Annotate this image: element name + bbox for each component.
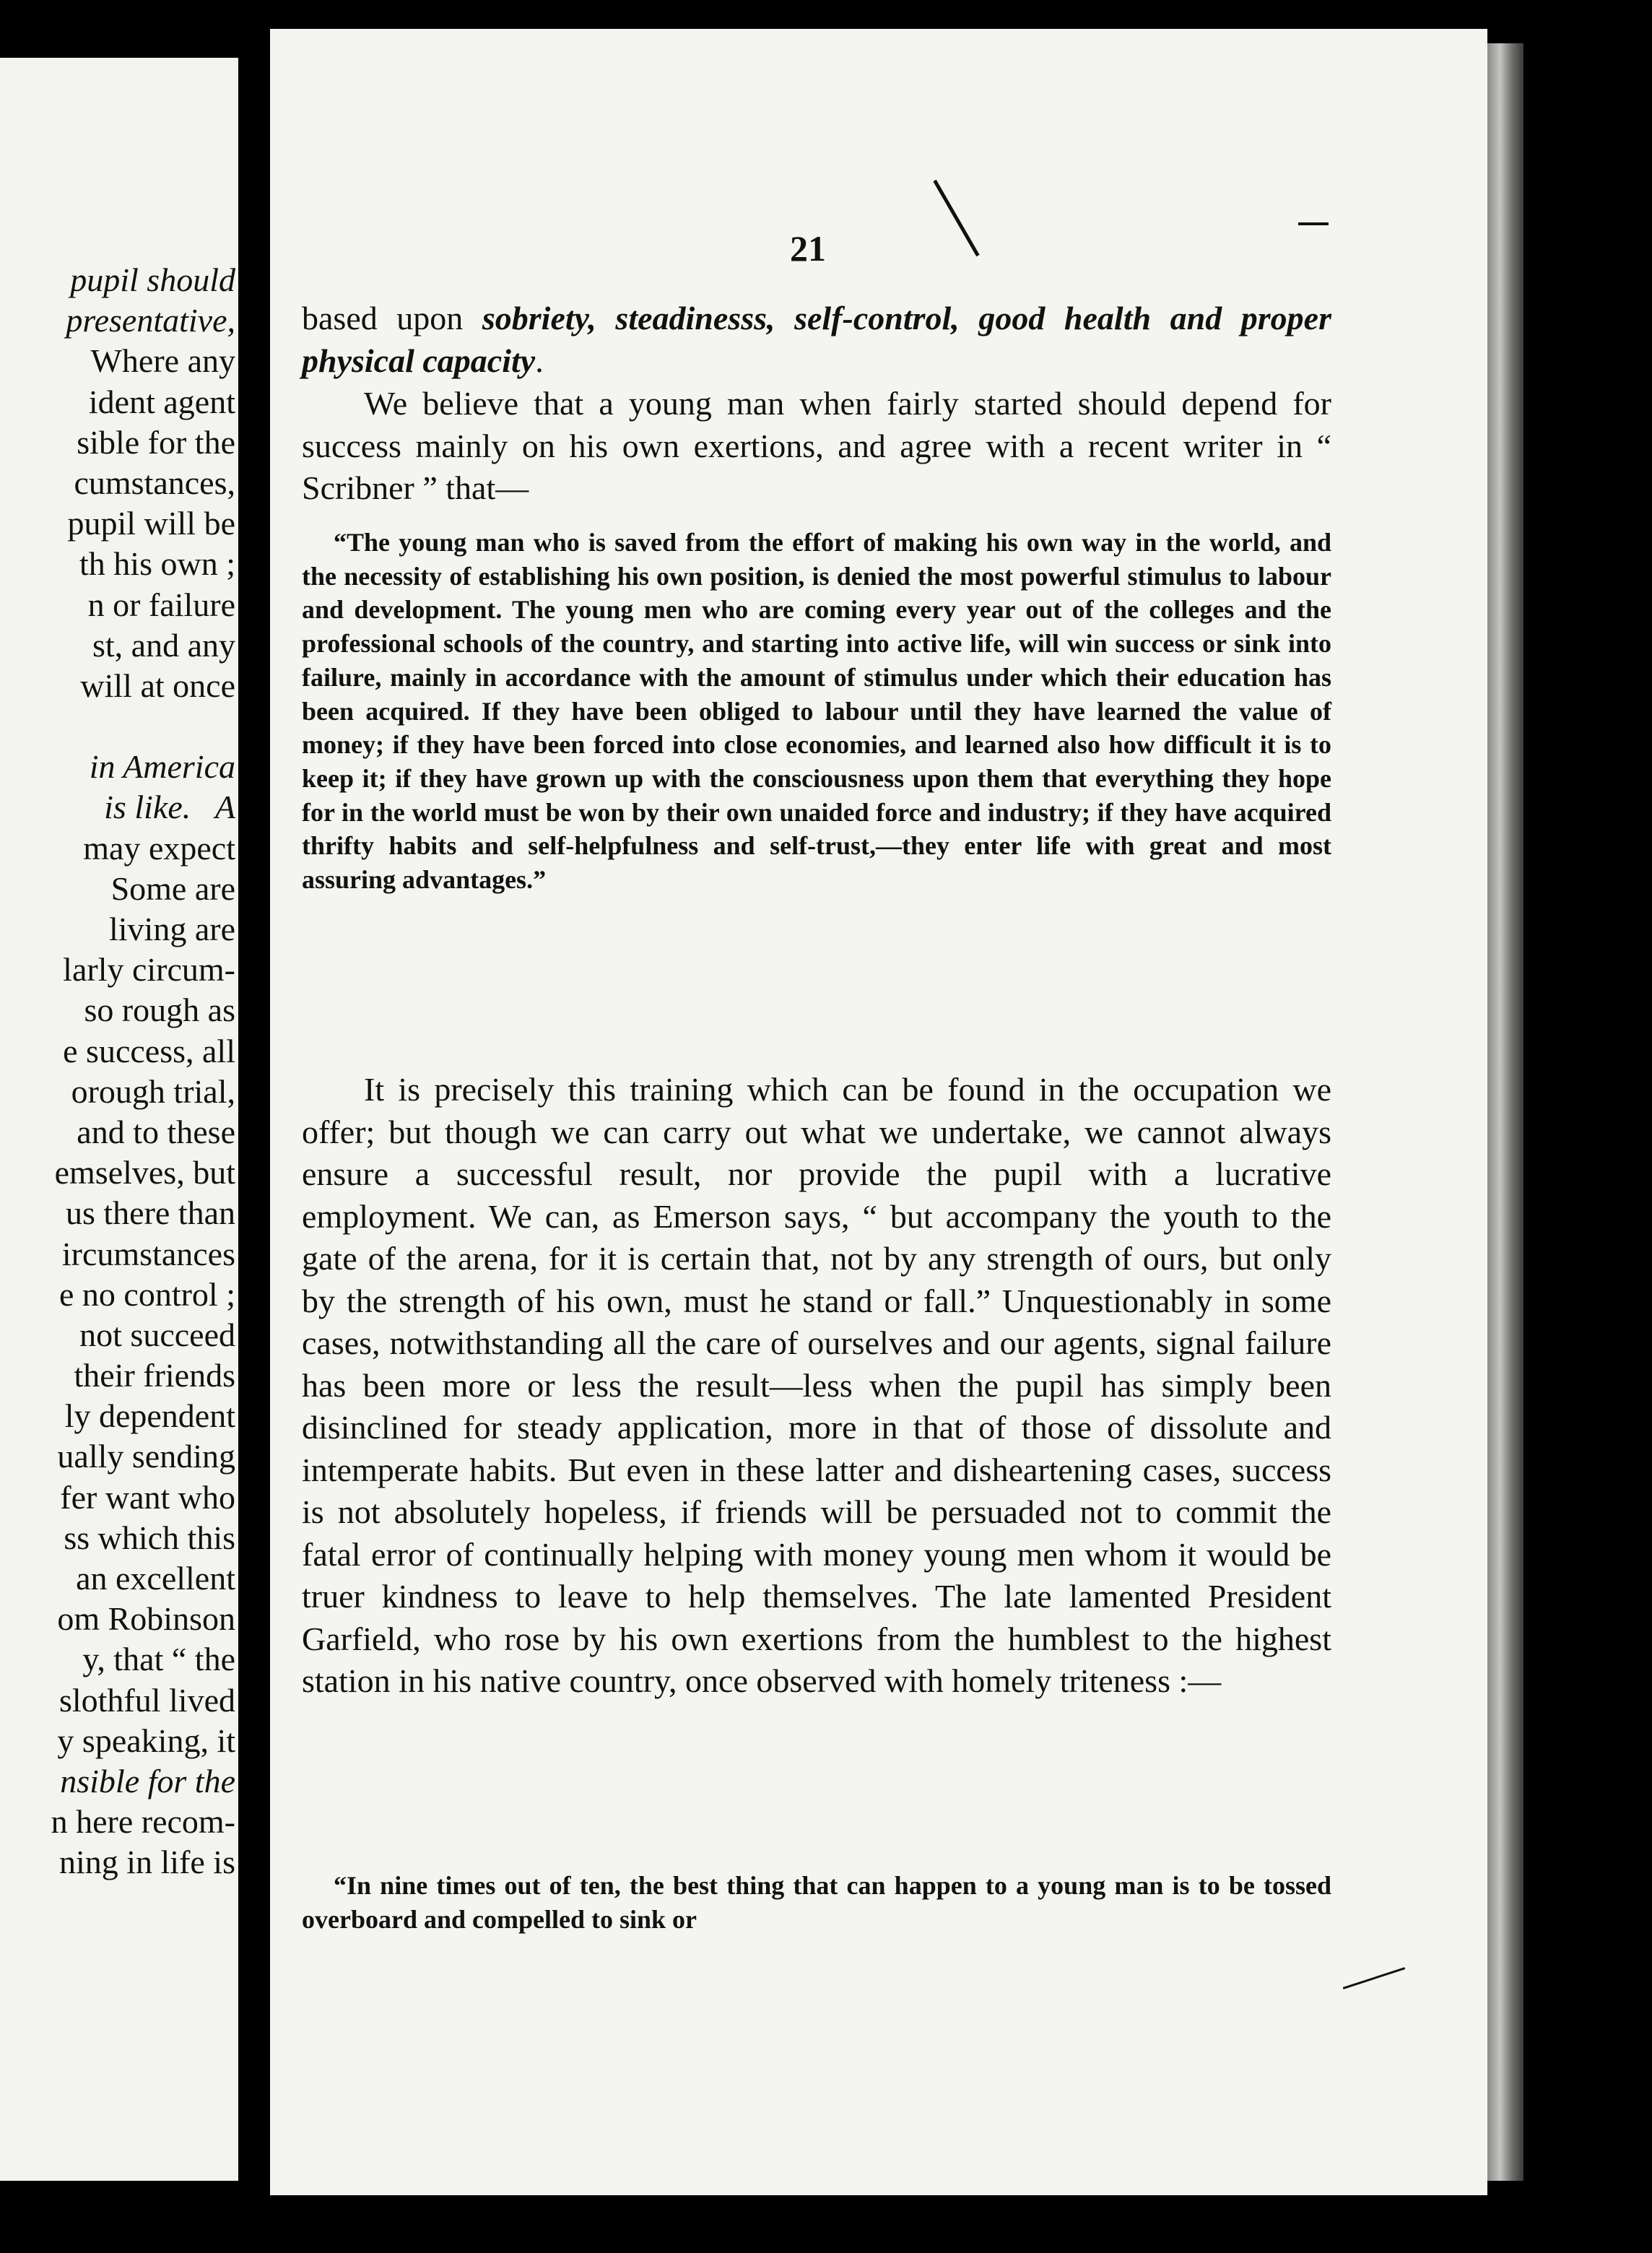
previous-page-line: e success, all: [63, 1032, 235, 1069]
page-edge: [1487, 43, 1523, 2181]
scratch-mark: [1298, 222, 1329, 225]
previous-page-line: n or failure: [87, 586, 235, 623]
paragraph-belief: [302, 383, 1331, 510]
paragraph-training-text: It is precisely this training which can be found in the occupation we offer; but though we can carry out what we undertake, we cannot always ensure a successful result, nor provide the pupil with a lucrative employment. We can, as Emerson says, “ but accompany the youth to the gate of the arena, for it is certain that, not by any strength of ours, but only by the strength of his own, must he stand or fall.” Unquestionably in some cases, notwithstanding all the care of ourselves and our agents, signal failure has been more or less the result—less when the pupil has simply been disinclined for steady application, more in that of those of dissolute and intemperate habits. But even in these latter and disheartening cases, success is not absolutely hopeless, if friends will be persuaded not to commit the fatal error of continually helping with money young men whom it would be truer kindness to leave to help themselves. The late lamented President Garfield, who rose by his own exertions from the humblest to the highest station in his native country, once observed with homely triteness :—: [302, 1071, 1331, 1699]
paragraph-training: [302, 1069, 1331, 1703]
previous-page-line: n here recom-: [51, 1803, 235, 1841]
paragraph-emphasis: sobriety, steadinesss, self-control, good health and proper physical capacity: [302, 300, 1331, 379]
previous-page-line: y speaking, it: [57, 1722, 235, 1759]
previous-page-line: an excellent: [76, 1560, 235, 1597]
previous-page-line: presentative,: [66, 302, 235, 339]
previous-page-line: [0, 706, 238, 747]
previous-page-line: nsible for the: [60, 1762, 235, 1800]
previous-page-line: ning in life is: [58, 1844, 235, 1881]
previous-page-line: ually sending: [57, 1438, 235, 1475]
previous-page-line: fer want who: [60, 1478, 235, 1516]
previous-page-line: ident agent: [88, 383, 235, 420]
previous-page-line: us there than: [65, 1194, 235, 1232]
page: [270, 29, 1487, 2195]
block-quote-garfield: [302, 1869, 1331, 1936]
previous-page-line: so rough as: [84, 991, 235, 1029]
previous-page-line: sible for the: [77, 423, 235, 461]
previous-page-line: living are: [109, 911, 235, 947]
previous-page-line: pupil will be: [67, 505, 235, 542]
previous-page-line: om Robinson: [57, 1600, 235, 1638]
scratch-mark: [1343, 1967, 1406, 1989]
previous-page-line: th his own ;: [79, 545, 235, 583]
paragraph-lead: based upon: [302, 300, 482, 337]
previous-page-line: Where any: [90, 342, 235, 380]
previous-page-line: slothful lived: [58, 1681, 235, 1719]
previous-page-line: and to these: [77, 1113, 235, 1150]
previous-page-line: larly circum-: [63, 951, 235, 989]
paragraph-belief-text: We believe that a young man when fairly started should depend for success mainly on his own exertions, and agree with a recent writer in “ Scribner ” that—: [302, 385, 1331, 506]
previous-page-line: not succeed: [79, 1316, 235, 1353]
previous-page-line: orough trial,: [71, 1072, 235, 1110]
previous-page-line: y, that “ the: [82, 1641, 235, 1678]
paragraph-continuation: [302, 298, 1331, 382]
previous-page-line: cumstances,: [74, 464, 235, 501]
previous-page-line: in America: [89, 748, 235, 786]
previous-page-line: st, and any: [92, 626, 235, 664]
previous-page-line: may expect: [83, 829, 235, 867]
paragraph-end: .: [535, 342, 544, 379]
block-quote-scribner: [302, 526, 1331, 897]
previous-page-fragment: [0, 58, 238, 2181]
book-gutter: [238, 43, 270, 2202]
previous-page-line: ss which this: [64, 1519, 235, 1556]
previous-page-line: is like. A: [104, 789, 235, 826]
previous-page-line: ly dependent: [64, 1397, 235, 1435]
previous-page-line: will at once: [80, 667, 235, 704]
page-number: 21: [790, 228, 826, 269]
block-quote-scribner-text: “The young man who is saved from the effort of making his own way in the world, and the necessity of establishing his own position, is denied the most powerful stimulus to labour and development. The young men who are coming every year out of the colleges and the professional schools of the country, and starting into active life, will win success or sink into failure, mainly in accordance with the amount of stimulus under which their education has been acquired. If they have been obliged to labour until they have learned the value of money; if they have been forced into close economies, and learned also how difficult it is to keep it; if they have grown up with the consciousness upon them that everything they hope for in the world must be won by their own unaided force and industry; if they have acquired thrifty habits and self-helpfulness and self-trust,—they enter life with great and most assuring advantages.”: [302, 528, 1331, 895]
previous-page-line: e no control ;: [59, 1275, 235, 1313]
previous-page-line: their friends: [74, 1357, 235, 1394]
previous-page-line: emselves, but: [54, 1154, 235, 1191]
previous-page-line: Some are: [110, 869, 235, 907]
previous-page-line: ircumstances: [61, 1235, 235, 1272]
previous-page-line: pupil should: [70, 261, 235, 298]
previous-page-text: [0, 260, 238, 1883]
block-quote-garfield-text: “In nine times out of ten, the best thing that can happen to a young man is to be tossed overboard and compelled to sink or: [302, 1871, 1331, 1934]
